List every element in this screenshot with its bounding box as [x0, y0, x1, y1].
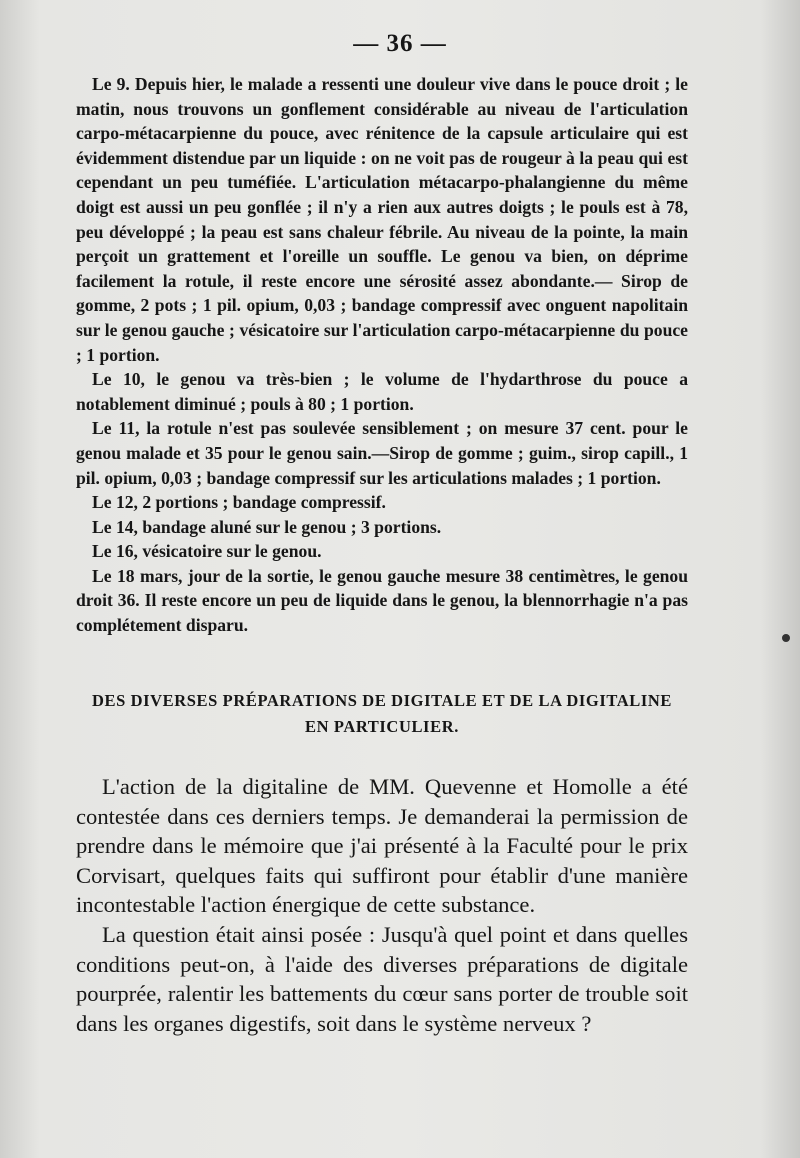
body-paragraph: La question était ainsi posée : Jusqu'à quel point et dans quelles conditions peut-on, à l'aide des diverses préparations de digitale pourprée, ralentir les battements du cœur sans porter de trouble soit dans les organes digestifs, soit dans le système nerveux ?	[76, 921, 688, 1036]
case-note-day-16: Le 16, vésicatoire sur le genou.	[92, 541, 322, 562]
case-note-day-10: Le 10, le genou va très-bien ; le volume de l'hydarthrose du pouce a notablement diminué ; pouls à 80 ; 1 portion.	[76, 369, 688, 414]
case-note-day-9: Le 9. Depuis hier, le malade a ressenti une douleur vive dans le pouce droit ; le matin, nous trouvons un gonflement considérable au niveau de l'articulation carpo-métacarpienne du pouce, avec rénitence de la capsule articulaire qui est évidemment distendue par un liquide : on ne voit pas de rougeur à la peau qui est cependant un peu tuméfiée. L'articulation métacarpo-phalangienne du même doigt est aussi un peu gonflée ; il n'y a rien aux autres doigts ; le pouls est à 78, peu développé ; la peau est sans chaleur fébrile. Au niveau de la pointe, la main perçoit un grattement et l'oreille un souffle. Le genou va bien, on déprime facilement la rotule, il reste encore une sérosité assez abondante.— Sirop de gomme, 2 pots ; 1 pil. opium, 0,03 ; bandage compressif avec onguent napolitain sur le genou gauche ; vésicatoire sur l'articulation carpo-métacarpienne du pouce ; 1 portion.	[76, 74, 688, 365]
section-heading-line-2: EN PARTICULIER.	[305, 717, 459, 736]
ink-spot	[782, 634, 790, 642]
section-heading	[76, 688, 688, 740]
section-body	[76, 772, 688, 1038]
case-note-day-14: Le 14, bandage aluné sur le genou ; 3 portions.	[92, 516, 442, 537]
case-note-day-12: Le 12, 2 portions ; bandage compressif.	[92, 492, 386, 513]
case-notes	[76, 72, 688, 638]
section-heading-line-1: DES DIVERSES PRÉPARATIONS DE DIGITALE ET DE LA DIGITALINE	[91, 691, 673, 710]
page-number: — 36 —	[353, 30, 447, 57]
body-paragraph: L'action de la digitaline de MM. Quevenne et Homolle a été contestée dans ces derniers temps. Je demanderai la permission de prendre dans le mémoire que j'ai présenté à la Faculté pour le prix Corvisart, quelques faits qui suffiront pour établir d'une manière incontestable l'action énergique de cette substance.	[76, 774, 688, 918]
case-note-day-18: Le 18 mars, jour de la sortie, le genou gauche mesure 38 centimètres, le genou droit 36. Il reste encore un peu de liquide dans le genou, la blennorrhagie n'a pas complétement disparu.	[76, 565, 688, 636]
case-note-day-11: Le 11, la rotule n'est pas soulevée sensiblement ; on mesure 37 cent. pour le genou malade et 35 pour le genou sain.—Sirop de gomme ; guim., sirop capill., 1 pil. opium, 0,03 ; bandage compressif sur les articulations malades ; 1 portion.	[76, 418, 688, 488]
